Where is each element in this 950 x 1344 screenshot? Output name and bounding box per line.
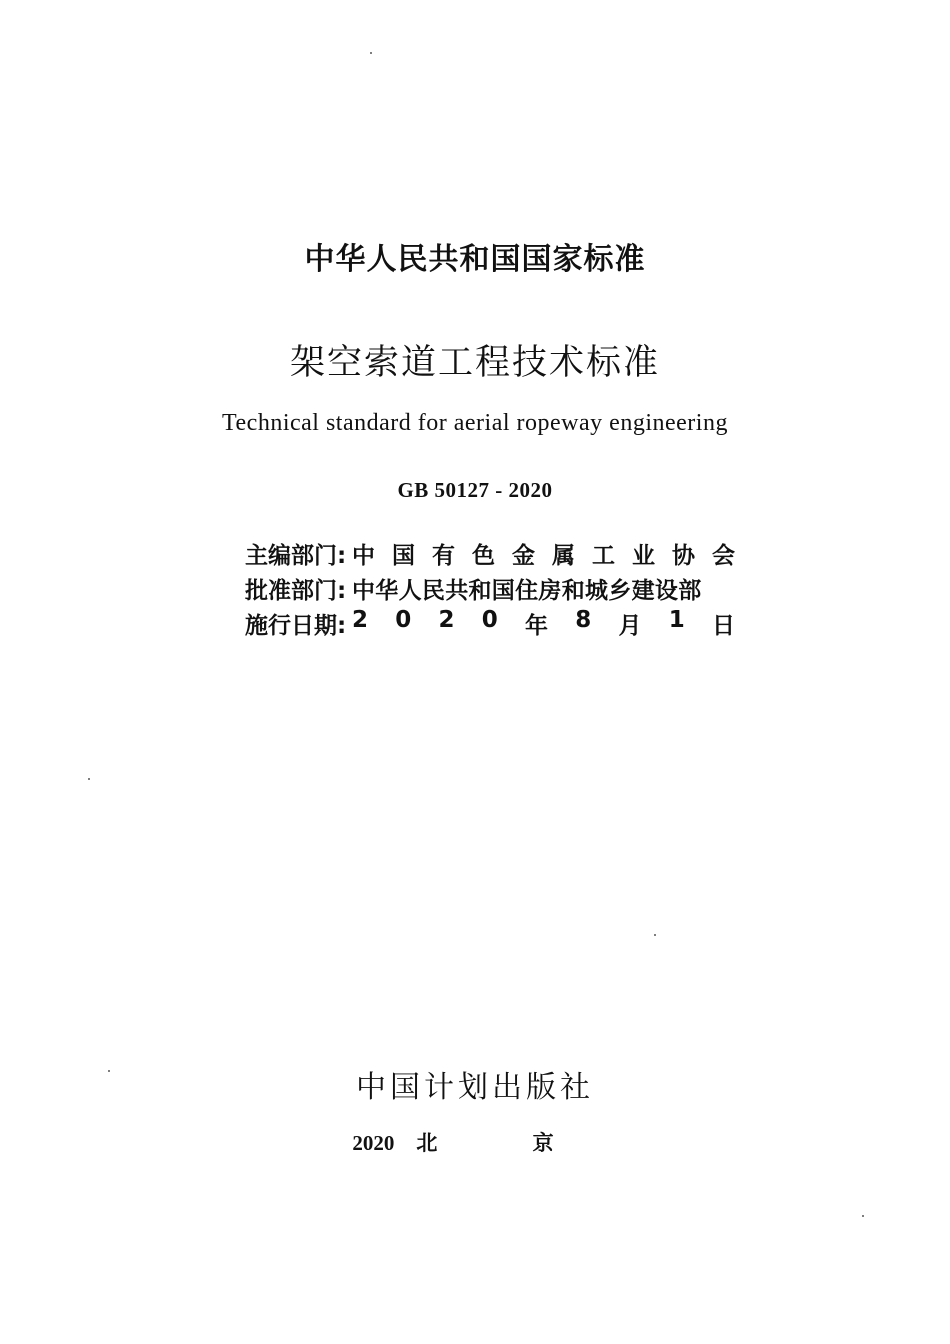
editor-label: 主编部门: <box>245 543 347 569</box>
editor-value <box>352 537 735 570</box>
scan-speck <box>862 1215 864 1217</box>
value-char: 有 <box>432 543 455 569</box>
date-char: 2 <box>438 607 455 633</box>
date-char: 8 <box>575 607 592 633</box>
effective-date-row <box>245 606 735 641</box>
date-char: 2 <box>352 607 369 633</box>
date-char: 月 <box>618 613 642 639</box>
series-title: 中华人民共和国国家标准 <box>304 242 646 277</box>
metadata-block <box>245 536 735 641</box>
date-char: 年 <box>525 613 548 639</box>
title-chinese: 架空索道工程技术标准 <box>289 343 660 383</box>
value-char: 属 <box>552 543 575 569</box>
value-char: 业 <box>632 543 655 569</box>
scan-speck <box>370 52 372 54</box>
scan-speck <box>88 778 90 780</box>
editor-row <box>245 536 735 571</box>
date-char: 1 <box>668 607 685 633</box>
publication-city: 北 京 <box>416 1131 598 1155</box>
publication-year: 2020 <box>352 1131 395 1155</box>
publisher: 中国计划出版社 <box>356 1070 594 1105</box>
value-char: 协 <box>672 543 695 569</box>
value-char: 国 <box>392 543 415 569</box>
standard-code: GB 50127 - 2020 <box>397 478 553 502</box>
value-char: 工 <box>592 543 615 569</box>
date-char: 0 <box>481 607 498 633</box>
value-char: 金 <box>512 543 535 569</box>
approver-row <box>245 571 735 606</box>
value-char: 色 <box>472 543 495 569</box>
effective-date-label: 施行日期: <box>245 613 347 639</box>
approver-label: 批准部门: <box>245 578 347 604</box>
title-english: Technical standard for aerial ropeway engineering <box>222 410 728 436</box>
value-char: 中 <box>352 543 375 569</box>
scan-speck <box>108 1070 110 1072</box>
date-char: 0 <box>395 607 412 633</box>
effective-date-value <box>352 607 735 640</box>
value-char: 会 <box>712 543 735 569</box>
publication-place-year <box>0 1127 950 1157</box>
approver-value: 中华人民共和国住房和城乡建设部 <box>352 578 702 604</box>
scan-speck <box>654 934 656 936</box>
date-char: 日 <box>711 613 735 639</box>
